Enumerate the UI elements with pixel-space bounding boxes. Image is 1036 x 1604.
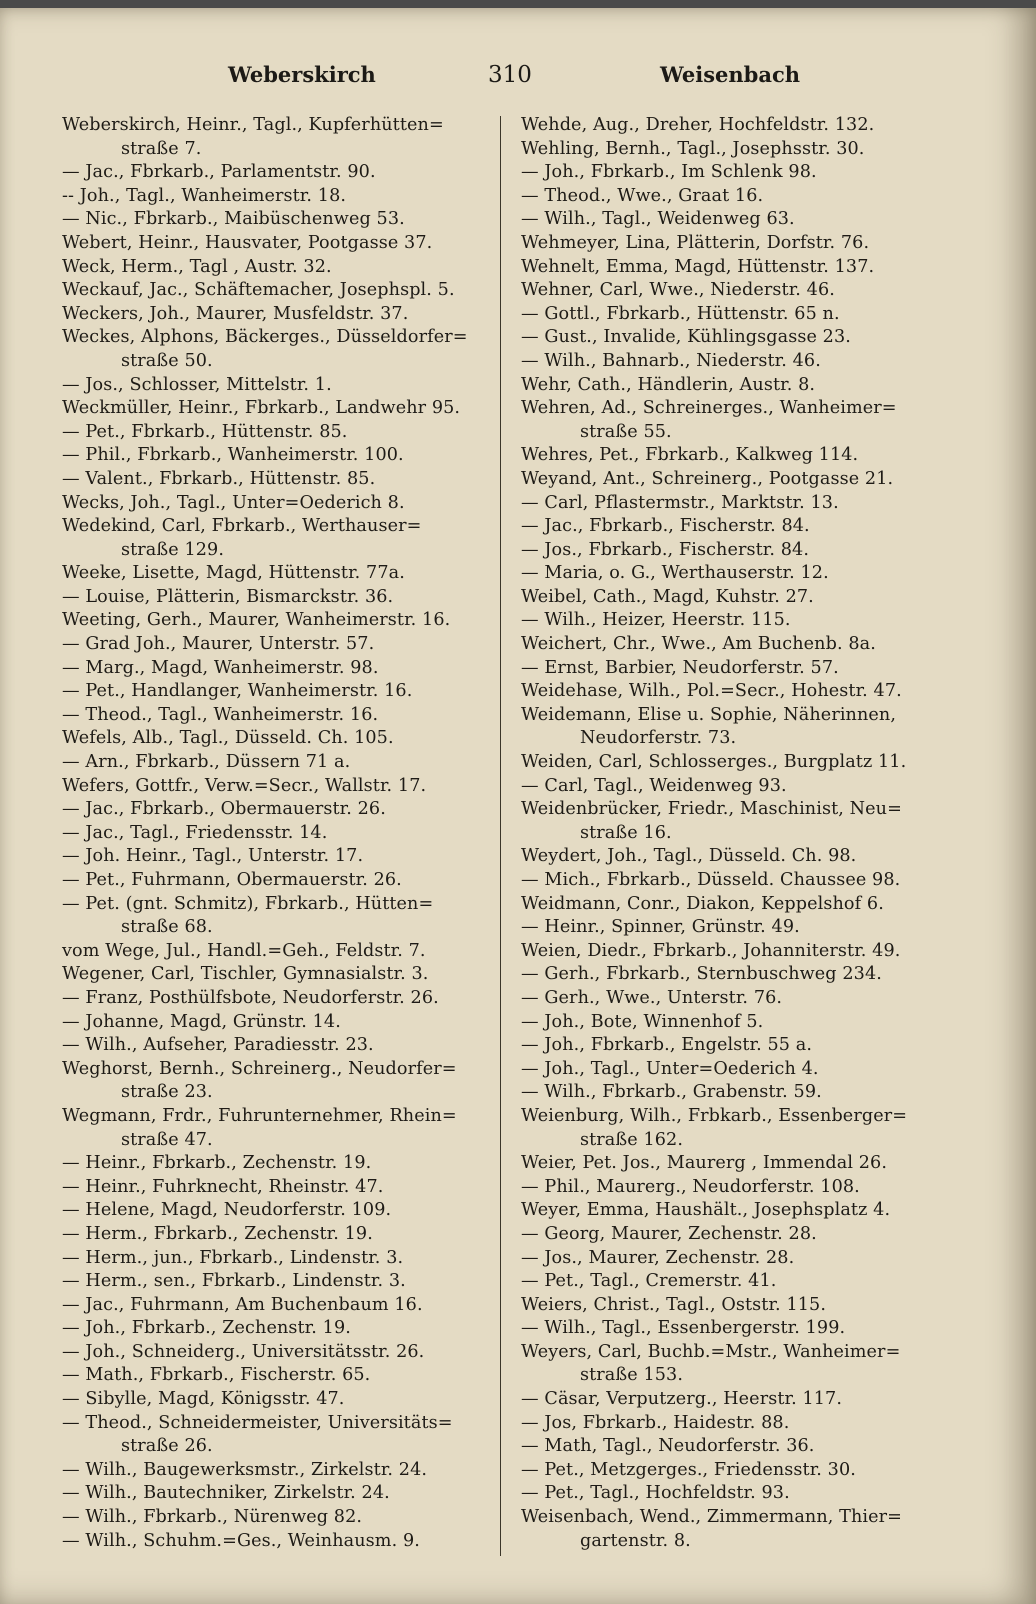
scan-edge <box>0 0 1036 8</box>
directory-entry-line: Weidehase, Wilh., Pol.=Secr., Hohestr. 47. <box>521 681 902 702</box>
left-column <box>62 114 492 1553</box>
directory-entry-line: — Gust., Invalide, Kühlingsgasse 23. <box>521 327 851 348</box>
directory-entry-line: — Cäsar, Verputzerg., Heerstr. 117. <box>521 1389 843 1410</box>
directory-entry-line: — Ernst, Barbier, Neudorferstr. 57. <box>521 657 839 678</box>
entry-continuation-line: straße 129. <box>121 539 225 560</box>
directory-entry-line: Weyers, Carl, Buchb.=Mstr., Wanheimer= <box>521 1341 901 1362</box>
directory-entry-line: — Johanne, Magd, Grünstr. 14. <box>62 1011 341 1032</box>
column-divider <box>500 116 501 1556</box>
directory-entry-line: — Marg., Magd, Wanheimerstr. 98. <box>62 657 379 678</box>
directory-entry-line: Weeke, Lisette, Magd, Hüttenstr. 77a. <box>62 563 405 584</box>
directory-entry-line: Weckers, Joh., Maurer, Musfeldstr. 37. <box>62 303 409 324</box>
directory-entry-line: Weberskirch, Heinr., Tagl., Kupferhütten= <box>62 115 444 135</box>
entry-continuation-line: straße 26. <box>121 1436 213 1457</box>
directory-entry-line: — Nic., Fbrkarb., Maibüschenweg 53. <box>62 209 405 230</box>
directory-entry-line: — Gerh., Wwe., Unterstr. 76. <box>521 987 783 1008</box>
directory-entry-line: Weeting, Gerh., Maurer, Wanheimerstr. 16. <box>62 610 451 631</box>
directory-entry-line: — Jac., Fuhrmann, Am Buchenbaum 16. <box>62 1294 423 1315</box>
directory-entry-line: — Sibylle, Magd, Königsstr. 47. <box>62 1389 345 1410</box>
directory-entry-line: — Wilh., Heizer, Heerstr. 115. <box>521 610 791 631</box>
directory-entry-line: — Jos., Maurer, Zechenstr. 28. <box>521 1247 795 1268</box>
entry-continuation-line: straße 23. <box>121 1082 213 1103</box>
directory-entry-line: — Pet., Metzgerges., Friedensstr. 30. <box>521 1459 856 1480</box>
directory-entry-line: — Valent., Fbrkarb., Hüttenstr. 85. <box>62 468 376 489</box>
entry-continuation-line: straße 68. <box>121 917 213 938</box>
directory-entry-line: — Theod., Tagl., Wanheimerstr. 16. <box>62 704 379 725</box>
directory-entry-line: — Mich., Fbrkarb., Düsseld. Chaussee 98. <box>521 870 901 890</box>
directory-entry-line: Weiers, Christ., Tagl., Oststr. 115. <box>521 1294 827 1315</box>
directory-entry-line: Weienburg, Wilh., Frbkarb., Essenberger= <box>521 1105 908 1126</box>
directory-entry-line: Weien, Diedr., Fbrkarb., Johanniterstr. 49. <box>521 940 901 961</box>
directory-entry-line: — Georg, Maurer, Zechenstr. 28. <box>521 1223 817 1244</box>
directory-entry-line: Wecks, Joh., Tagl., Unter=Oederich 8. <box>62 492 405 513</box>
page-header <box>60 62 990 98</box>
directory-entry-line: — Joh., Fbrkarb., Im Schlenk 98. <box>521 162 817 183</box>
directory-entry-line: Weyand, Ant., Schreinerg., Pootgasse 21. <box>521 468 894 489</box>
entry-continuation-line: gartenstr. 8. <box>580 1530 691 1551</box>
directory-entry-line: — Pet., Fbrkarb., Hüttenstr. 85. <box>62 421 348 442</box>
directory-entry-line: — Arn., Fbrkarb., Düssern 71 a. <box>62 752 351 773</box>
directory-entry-line: Weier, Pet. Jos., Maurerg , Immendal 26. <box>521 1153 888 1174</box>
directory-entry-line: — Wilh., Tagl., Weidenweg 63. <box>521 209 795 230</box>
directory-entry-line: — Wilh., Aufseher, Paradiesstr. 23. <box>62 1035 374 1056</box>
directory-entry-line: — Jos., Fbrkarb., Fischerstr. 84. <box>521 539 810 560</box>
directory-entry-line: — Pet., Tagl., Cremerstr. 41. <box>521 1271 777 1292</box>
directory-entry-line: Weck, Herm., Tagl , Austr. 32. <box>62 256 332 277</box>
directory-entry-line: — Theod., Wwe., Graat 16. <box>521 185 764 206</box>
page-number: 310 <box>488 62 532 88</box>
directory-entry-line: -- Joh., Tagl., Wanheimerstr. 18. <box>62 185 347 206</box>
directory-entry-line: — Gottl., Fbrkarb., Hüttenstr. 65 n. <box>521 303 840 324</box>
right-column <box>521 114 939 1553</box>
directory-entry-line: — Pet., Fuhrmann, Obermauerstr. 26. <box>62 870 402 890</box>
directory-entry-line: Wefels, Alb., Tagl., Düsseld. Ch. 105. <box>62 728 394 749</box>
directory-entry-line: Weisenbach, Wend., Zimmermann, Thier= <box>521 1507 903 1528</box>
directory-entry-line: Wehmeyer, Lina, Plätterin, Dorfstr. 76. <box>521 232 870 253</box>
directory-entry-line: — Joh., Fbrkarb., Zechenstr. 19. <box>62 1318 351 1339</box>
directory-entry-line: — Jos, Fbrkarb., Haidestr. 88. <box>521 1412 790 1433</box>
entry-continuation-line: straße 16. <box>580 822 672 843</box>
directory-entry-line: — Joh., Tagl., Unter=Oederich 4. <box>521 1058 819 1079</box>
directory-entry-line: Weghorst, Bernh., Schreinerg., Neudorfer= <box>62 1058 457 1079</box>
directory-entry-line: — Wilh., Tagl., Essenbergerstr. 199. <box>521 1318 846 1339</box>
directory-entry-line: — Louise, Plätterin, Bismarckstr. 36. <box>62 586 394 607</box>
directory-entry-line: — Heinr., Fuhrknecht, Rheinstr. 47. <box>62 1176 384 1197</box>
directory-entry-line: — Heinr., Fbrkarb., Zechenstr. 19. <box>62 1153 372 1174</box>
directory-entry-line: — Pet., Tagl., Hochfeldstr. 93. <box>521 1483 790 1504</box>
directory-entry-line: — Math, Tagl., Neudorferstr. 36. <box>521 1436 815 1457</box>
directory-entry-line: — Phil., Fbrkarb., Wanheimerstr. 100. <box>62 445 404 466</box>
directory-entry-line: Weckmüller, Heinr., Fbrkarb., Landwehr 95. <box>62 398 461 419</box>
entry-continuation-line: Neudorferstr. 73. <box>580 728 737 749</box>
directory-entry-line: Wehres, Pet., Fbrkarb., Kalkweg 114. <box>521 445 859 466</box>
directory-entry-line: — Wilh., Fbrkarb., Nürenweg 82. <box>62 1507 363 1528</box>
directory-entry-line: Wehner, Carl, Wwe., Niederstr. 46. <box>521 280 835 301</box>
directory-entry-line: — Herm., sen., Fbrkarb., Lindenstr. 3. <box>62 1271 406 1292</box>
directory-entry-line: — Joh. Heinr., Tagl., Unterstr. 17. <box>62 846 364 867</box>
directory-entry-line: Weyer, Emma, Haushält., Josephsplatz 4. <box>521 1200 891 1221</box>
directory-entry-line: — Phil., Maurerg., Neudorferstr. 108. <box>521 1176 860 1197</box>
entry-continuation-line: straße 153. <box>580 1365 684 1386</box>
directory-entry-line: — Wilh., Bahnarb., Niederstr. 46. <box>521 350 821 371</box>
directory-entry-line: Wefers, Gottfr., Verw.=Secr., Wallstr. 17. <box>62 775 427 796</box>
directory-entry-line: — Joh., Bote, Winnenhof 5. <box>521 1011 764 1032</box>
directory-entry-line: Wehnelt, Emma, Magd, Hüttenstr. 137. <box>521 256 875 277</box>
directory-entry-line: — Jac., Fbrkarb., Fischerstr. 84. <box>521 516 810 537</box>
header-left-keyword: Weberskirch <box>228 62 376 87</box>
directory-entry-line: — Carl, Pflastermstr., Marktstr. 13. <box>521 492 839 513</box>
directory-entry-line: Weydert, Joh., Tagl., Düsseld. Ch. 98. <box>521 846 857 867</box>
directory-entry-line: — Gerh., Fbrkarb., Sternbuschweg 234. <box>521 964 882 985</box>
directory-entry-line: Wegmann, Frdr., Fuhrunternehmer, Rhein= <box>62 1105 457 1126</box>
directory-entry-line: vom Wege, Jul., Handl.=Geh., Feldstr. 7. <box>62 940 426 961</box>
directory-entry-line: Wehde, Aug., Dreher, Hochfeldstr. 132. <box>521 115 875 135</box>
directory-entry-line: — Grad Joh., Maurer, Unterstr. 57. <box>62 634 375 655</box>
directory-entry-line: — Helene, Magd, Neudorferstr. 109. <box>62 1200 392 1221</box>
directory-entry-line: — Theod., Schneidermeister, Universitäts= <box>62 1412 453 1433</box>
directory-entry-line: — Pet. (gnt. Schmitz), Fbrkarb., Hütten= <box>62 893 434 914</box>
directory-entry-line: Weichert, Chr., Wwe., Am Buchenb. 8a. <box>521 634 876 655</box>
directory-entry-line: Wehr, Cath., Händlerin, Austr. 8. <box>521 374 816 395</box>
directory-entry-line: — Joh., Schneiderg., Universitätsstr. 26. <box>62 1341 425 1362</box>
directory-entry-line: Weidenbrücker, Friedr., Maschinist, Neu= <box>521 799 902 820</box>
entry-continuation-line: straße 162. <box>580 1129 684 1150</box>
directory-entry-line: — Maria, o. G., Werthauserstr. 12. <box>521 563 829 584</box>
directory-entry-line: — Wilh., Baugewerksmstr., Zirkelstr. 24. <box>62 1459 428 1480</box>
header-right-keyword: Weisenbach <box>660 62 801 87</box>
directory-entry-line: — Jos., Schlosser, Mittelstr. 1. <box>62 374 332 395</box>
entry-continuation-line: straße 50. <box>121 350 213 371</box>
directory-entry-line: — Wilh., Fbrkarb., Grabenstr. 59. <box>521 1082 822 1103</box>
directory-entry-line: — Wilh., Bautechniker, Zirkelstr. 24. <box>62 1483 390 1504</box>
entry-continuation-line: straße 55. <box>580 421 672 442</box>
directory-entry-line: — Pet., Handlanger, Wanheimerstr. 16. <box>62 681 413 702</box>
directory-entry-line: — Wilh., Schuhm.=Ges., Weinhausm. 9. <box>62 1530 420 1551</box>
directory-entry-line: — Franz, Posthülfsbote, Neudorferstr. 26. <box>62 987 439 1008</box>
directory-entry-line: Wedekind, Carl, Fbrkarb., Werthauser= <box>62 516 422 537</box>
directory-entry-line: — Herm., Fbrkarb., Zechenstr. 19. <box>62 1223 373 1244</box>
directory-entry-line: Wegener, Carl, Tischler, Gymnasialstr. 3. <box>62 964 429 985</box>
directory-entry-line: — Herm., jun., Fbrkarb., Lindenstr. 3. <box>62 1247 404 1268</box>
directory-entry-line: Wehling, Bernh., Tagl., Josephsstr. 30. <box>521 138 865 159</box>
directory-entry-line: Weckes, Alphons, Bäckerges., Düsseldorfer= <box>62 327 468 348</box>
directory-entry-line: Wehren, Ad., Schreinerges., Wanheimer= <box>521 398 897 419</box>
directory-entry-line: Weibel, Cath., Magd, Kuhstr. 27. <box>521 586 814 607</box>
directory-entry-line: Weidmann, Conr., Diakon, Keppelshof 6. <box>521 893 884 914</box>
directory-entry-line: — Jac., Fbrkarb., Obermauerstr. 26. <box>62 799 386 820</box>
directory-entry-line: — Carl, Tagl., Weidenweg 93. <box>521 775 787 796</box>
directory-entry-line: Weiden, Carl, Schlosserges., Burgplatz 11. <box>521 752 907 773</box>
entry-continuation-line: straße 7. <box>121 138 202 159</box>
directory-entry-line: — Joh., Fbrkarb., Engelstr. 55 a. <box>521 1035 813 1056</box>
directory-entry-line: — Jac., Fbrkarb., Parlamentstr. 90. <box>62 162 376 183</box>
entry-continuation-line: straße 47. <box>121 1129 213 1150</box>
directory-entry-line: Weidemann, Elise u. Sophie, Näherinnen, <box>521 704 897 725</box>
directory-entry-line: — Jac., Tagl., Friedensstr. 14. <box>62 822 328 843</box>
directory-entry-line: — Heinr., Spinner, Grünstr. 49. <box>521 917 800 938</box>
directory-entry-line: Webert, Heinr., Hausvater, Pootgasse 37. <box>62 232 433 253</box>
directory-entry-line: Weckauf, Jac., Schäftemacher, Josephspl. 5. <box>62 280 455 301</box>
directory-entry-line: — Math., Fbrkarb., Fischerstr. 65. <box>62 1365 371 1386</box>
